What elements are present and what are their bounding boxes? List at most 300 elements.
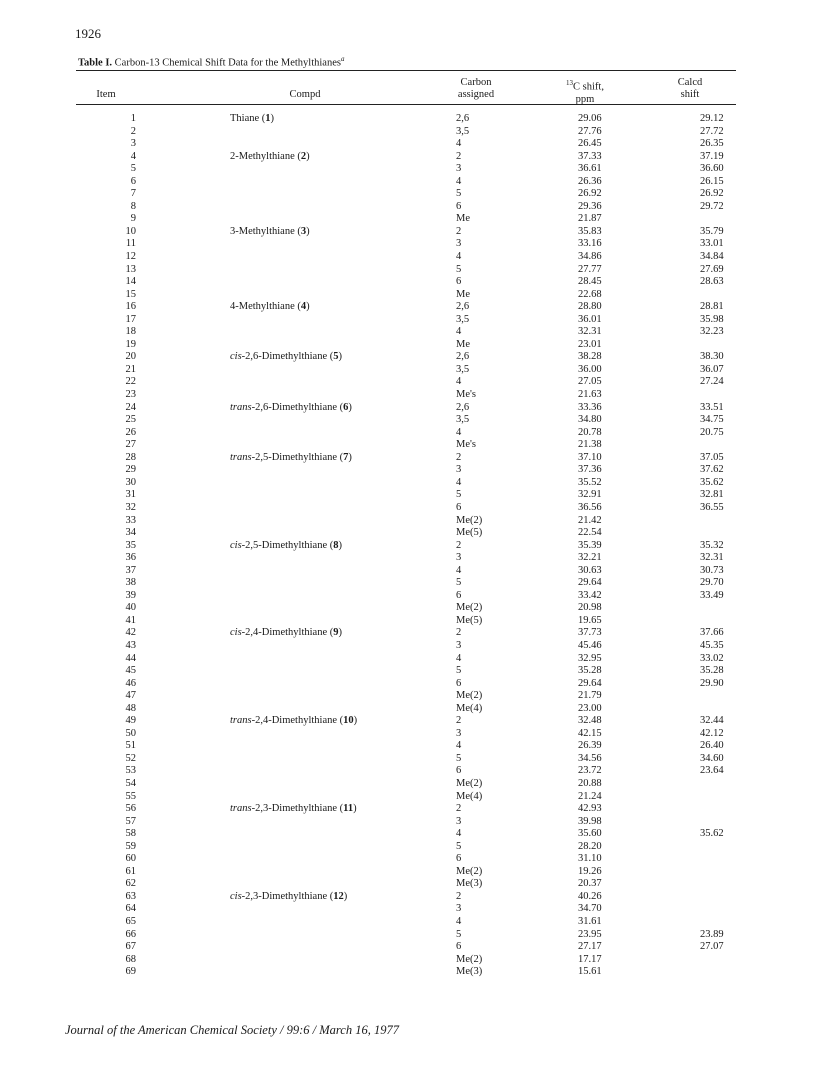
compound-close-paren: ) [306, 150, 310, 162]
spacer-cell [136, 515, 230, 528]
spacer-cell [136, 728, 230, 741]
calcd-shift-cell: 34.60 [700, 752, 724, 764]
calcd-shift-cell: 27.07 [700, 941, 724, 953]
table-row [76, 577, 736, 590]
spacer-cell [136, 389, 230, 402]
item-cell: 59 [125, 840, 136, 852]
compound-stereo-prefix: cis [230, 627, 242, 639]
c13-shift-cell: 32.95 [578, 652, 602, 664]
carbon-assigned-cell: 3,5 [456, 313, 470, 325]
spacer-cell [518, 753, 578, 766]
item-cell: 25 [125, 414, 136, 426]
compound-cell [230, 929, 456, 942]
item-cell: 6 [130, 175, 136, 187]
compound-number: 3 [300, 225, 307, 237]
carbon-assigned-cell: Me [456, 288, 470, 300]
compound-name: 2-Methylthiane [230, 150, 295, 162]
spacer-cell [518, 640, 578, 653]
c13-shift-cell: 32.31 [578, 326, 602, 338]
spacer-cell [638, 113, 700, 126]
calcd-shift-cell: 36.55 [700, 501, 724, 513]
compound-cell [230, 151, 456, 164]
table-row [76, 439, 736, 452]
spacer-cell [638, 452, 700, 465]
spacer-cell [518, 301, 578, 314]
item-cell: 49 [125, 715, 136, 727]
compound-cell [230, 765, 456, 778]
compound-number: 5 [333, 351, 339, 363]
table-row [76, 264, 736, 277]
item-cell: 2 [130, 125, 136, 137]
table-row [76, 176, 736, 189]
compound-close-paren: ) [306, 301, 310, 313]
table-row [76, 765, 736, 778]
spacer-cell [638, 653, 700, 666]
table-row [76, 226, 736, 239]
c13-shift-cell: 31.61 [578, 916, 602, 927]
spacer-cell [518, 477, 578, 490]
calcd-shift-cell: 37.66 [700, 627, 724, 639]
c13-shift-cell: 28.20 [578, 840, 602, 852]
carbon-assigned-cell: 4 [456, 652, 462, 664]
spacer-cell [518, 326, 578, 339]
compound-cell [230, 515, 456, 528]
page-number: 1926 [75, 26, 101, 41]
spacer-cell [638, 615, 700, 628]
calcd-shift-cell: 33.49 [700, 589, 724, 601]
compound-cell [230, 740, 456, 753]
spacer-cell [518, 715, 578, 728]
calcd-shift-cell: 28.63 [700, 276, 724, 288]
compound-number: 12 [333, 890, 344, 902]
calcd-shift-cell: 27.24 [700, 376, 724, 388]
shift-data-table [76, 113, 736, 979]
carbon-assigned-cell: 2 [456, 150, 462, 162]
carbon-assigned-cell: 4 [456, 740, 462, 752]
spacer-cell [638, 841, 700, 854]
spacer-cell [136, 326, 230, 339]
item-cell: 13 [125, 263, 136, 275]
c13-shift-cell: 32.21 [578, 552, 602, 564]
calcd-shift-cell: 26.35 [700, 138, 724, 150]
compound-name: -2,5-Dimethylthiane [241, 539, 328, 551]
item-cell: 4 [130, 150, 136, 162]
compound-number: 10 [343, 715, 354, 727]
spacer-cell [638, 728, 700, 741]
spacer-cell [136, 803, 230, 816]
spacer-cell [638, 502, 700, 515]
spacer-cell [136, 264, 230, 277]
spacer-cell [518, 665, 578, 678]
item-cell: 36 [125, 552, 136, 564]
spacer-cell [638, 289, 700, 302]
compound-name: 3-Methylthiane [230, 225, 295, 237]
spacer-cell [136, 213, 230, 226]
item-cell: 47 [125, 690, 136, 702]
spacer-cell [136, 163, 230, 176]
c13-shift-cell: 45.46 [578, 639, 602, 651]
spacer-cell [518, 464, 578, 477]
calcd-shift-cell: 32.81 [700, 489, 724, 501]
table-row [76, 565, 736, 578]
table-row [76, 389, 736, 402]
spacer-cell [136, 188, 230, 201]
calcd-shift-cell [700, 778, 736, 791]
table-row [76, 841, 736, 854]
spacer-cell [136, 364, 230, 377]
header-shift-isotope: 13 [566, 79, 574, 87]
spacer-cell [518, 188, 578, 201]
spacer-cell [136, 966, 230, 979]
compound-number: 1 [265, 113, 271, 124]
c13-shift-cell: 42.93 [578, 803, 602, 815]
table-row [76, 753, 736, 766]
calcd-shift-cell [700, 903, 736, 916]
compound-cell [230, 201, 456, 214]
spacer-cell [518, 376, 578, 389]
compound-cell [230, 615, 456, 628]
spacer-cell [638, 188, 700, 201]
calcd-shift-cell [700, 803, 736, 816]
spacer-cell [638, 954, 700, 967]
spacer-cell [638, 276, 700, 289]
compound-open-paren: ( [337, 715, 344, 727]
item-cell: 8 [130, 200, 136, 212]
spacer-cell [136, 126, 230, 139]
c13-shift-cell: 34.56 [578, 752, 602, 764]
calcd-shift-cell: 27.69 [700, 263, 724, 275]
carbon-assigned-cell: 3 [456, 163, 462, 175]
spacer-cell [638, 878, 700, 891]
compound-number: 8 [333, 539, 339, 551]
spacer-cell [638, 891, 700, 904]
spacer-cell [518, 126, 578, 139]
spacer-cell [136, 929, 230, 942]
compound-cell [230, 565, 456, 578]
c13-shift-cell: 35.52 [578, 476, 602, 488]
calcd-shift-cell: 26.15 [700, 175, 724, 187]
table-row [76, 615, 736, 628]
item-cell: 65 [125, 916, 136, 927]
spacer-cell [518, 954, 578, 967]
c13-shift-cell: 35.28 [578, 665, 602, 677]
compound-cell [230, 464, 456, 477]
spacer-cell [638, 251, 700, 264]
carbon-assigned-cell: Me(2) [456, 690, 483, 702]
c13-shift-cell: 21.42 [578, 514, 602, 526]
calcd-shift-cell [700, 966, 736, 979]
carbon-assigned-cell: 4 [456, 175, 462, 187]
carbon-assigned-cell: Me(2) [456, 865, 483, 877]
item-cell: 61 [125, 865, 136, 877]
calcd-shift-cell: 23.89 [700, 928, 724, 940]
spacer-cell [518, 264, 578, 277]
spacer-cell [136, 452, 230, 465]
calcd-shift-cell [700, 213, 736, 226]
c13-shift-cell: 21.87 [578, 213, 602, 225]
compound-name: -2,5-Dimethylthiane [251, 451, 338, 463]
spacer-cell [518, 891, 578, 904]
spacer-cell [136, 653, 230, 666]
item-cell: 35 [125, 539, 136, 551]
table-row [76, 351, 736, 364]
compound-cell [230, 213, 456, 226]
spacer-cell [638, 126, 700, 139]
compound-cell [230, 690, 456, 703]
table-row [76, 238, 736, 251]
compound-cell [230, 753, 456, 766]
spacer-cell [518, 653, 578, 666]
calcd-shift-cell [700, 515, 736, 528]
table-row [76, 339, 736, 352]
compound-cell [230, 138, 456, 151]
compound-close-paren: ) [306, 225, 310, 237]
footnote-mark: a [340, 55, 345, 63]
c13-shift-cell: 26.92 [578, 188, 602, 200]
spacer-cell [518, 289, 578, 302]
item-cell: 44 [125, 652, 136, 664]
spacer-cell [518, 728, 578, 741]
table-row [76, 853, 736, 866]
spacer-cell [518, 615, 578, 628]
calcd-shift-cell [700, 602, 736, 615]
spacer-cell [136, 590, 230, 603]
compound-cell [230, 126, 456, 139]
carbon-assigned-cell: 4 [456, 376, 462, 388]
c13-shift-cell: 20.37 [578, 878, 602, 890]
table-row [76, 803, 736, 816]
item-cell: 37 [125, 564, 136, 576]
spacer-cell [136, 602, 230, 615]
carbon-assigned-cell: 3 [456, 727, 462, 739]
spacer-cell [518, 251, 578, 264]
compound-name: -2,6-Dimethylthiane [241, 351, 328, 363]
spacer-cell [518, 778, 578, 791]
carbon-assigned-cell: 5 [456, 489, 462, 501]
spacer-cell [638, 238, 700, 251]
spacer-cell [638, 414, 700, 427]
spacer-cell [136, 238, 230, 251]
spacer-cell [638, 213, 700, 226]
c13-shift-cell: 38.28 [578, 351, 602, 363]
table-row [76, 728, 736, 741]
calcd-shift-cell: 35.62 [700, 828, 724, 840]
spacer-cell [136, 841, 230, 854]
c13-shift-cell: 32.91 [578, 489, 602, 501]
c13-shift-cell: 31.10 [578, 853, 602, 865]
carbon-assigned-cell: 2 [456, 539, 462, 551]
carbon-assigned-cell: 3 [456, 903, 462, 915]
compound-name: -2,4-Dimethylthiane [251, 715, 338, 727]
spacer-cell [518, 916, 578, 929]
spacer-cell [136, 816, 230, 829]
compound-stereo-prefix: trans [230, 401, 252, 413]
spacer-cell [136, 828, 230, 841]
carbon-assigned-cell: 5 [456, 577, 462, 589]
compound-cell [230, 439, 456, 452]
compound-cell [230, 590, 456, 603]
spacer-cell [136, 778, 230, 791]
c13-shift-cell: 26.39 [578, 740, 602, 752]
spacer-cell [136, 853, 230, 866]
calcd-shift-cell [700, 439, 736, 452]
table-row [76, 301, 736, 314]
c13-shift-cell: 26.36 [578, 175, 602, 187]
spacer-cell [638, 376, 700, 389]
c13-shift-cell: 34.80 [578, 414, 602, 426]
compound-cell [230, 627, 456, 640]
spacer-cell [638, 791, 700, 804]
c13-shift-cell: 27.77 [578, 263, 602, 275]
c13-shift-cell: 37.36 [578, 464, 602, 476]
item-cell: 57 [125, 815, 136, 827]
spacer-cell [136, 627, 230, 640]
table-row [76, 966, 736, 979]
c13-shift-cell: 21.38 [578, 439, 602, 451]
calcd-shift-cell: 29.90 [700, 677, 724, 689]
spacer-cell [638, 941, 700, 954]
item-cell: 29 [125, 464, 136, 476]
carbon-assigned-cell: 4 [456, 138, 462, 150]
c13-shift-cell: 37.10 [578, 451, 602, 463]
item-cell: 27 [125, 439, 136, 451]
carbon-assigned-cell: Me(4) [456, 702, 483, 714]
compound-number: 9 [333, 627, 339, 639]
table-body [76, 113, 736, 979]
spacer-cell [638, 828, 700, 841]
carbon-assigned-cell: Me(4) [456, 790, 483, 802]
compound-cell [230, 602, 456, 615]
spacer-cell [518, 502, 578, 515]
compound-open-paren: ( [337, 451, 344, 463]
spacer-cell [136, 690, 230, 703]
spacer-cell [638, 226, 700, 239]
carbon-assigned-cell: 2 [456, 890, 462, 902]
carbon-assigned-cell: 3,5 [456, 414, 470, 426]
compound-cell [230, 376, 456, 389]
compound-open-paren: ( [294, 301, 301, 313]
item-cell: 50 [125, 727, 136, 739]
compound-close-paren: ) [348, 401, 352, 413]
calcd-shift-cell [700, 615, 736, 628]
header-rule [76, 104, 736, 105]
compound-close-paren: ) [338, 627, 342, 639]
calcd-shift-cell [700, 389, 736, 402]
spacer-cell [136, 665, 230, 678]
spacer-cell [518, 678, 578, 691]
c13-shift-cell: 36.00 [578, 363, 602, 375]
spacer-cell [136, 314, 230, 327]
spacer-cell [136, 565, 230, 578]
compound-close-paren: ) [353, 803, 357, 815]
compound-cell [230, 326, 456, 339]
item-cell: 46 [125, 677, 136, 689]
spacer-cell [136, 866, 230, 879]
compound-cell [230, 540, 456, 553]
calcd-shift-cell: 27.72 [700, 125, 724, 137]
spacer-cell [638, 577, 700, 590]
c13-shift-cell: 23.01 [578, 338, 602, 350]
table-label: Table I. [78, 57, 113, 69]
c13-shift-cell: 23.00 [578, 702, 602, 714]
spacer-cell [136, 414, 230, 427]
spacer-cell [518, 339, 578, 352]
table-row [76, 740, 736, 753]
table-row [76, 828, 736, 841]
spacer-cell [518, 151, 578, 164]
spacer-cell [638, 264, 700, 277]
spacer-cell [136, 477, 230, 490]
carbon-assigned-cell: Me [456, 213, 470, 225]
spacer-cell [518, 841, 578, 854]
spacer-cell [518, 389, 578, 402]
compound-number: 11 [343, 803, 354, 815]
spacer-cell [518, 966, 578, 979]
spacer-cell [638, 678, 700, 691]
carbon-assigned-cell: 6 [456, 677, 462, 689]
spacer-cell [638, 201, 700, 214]
compound-cell [230, 803, 456, 816]
header-calcd-shift [660, 77, 720, 101]
table-row [76, 602, 736, 615]
item-cell: 34 [125, 527, 136, 539]
item-cell: 53 [125, 765, 136, 777]
table-row [76, 903, 736, 916]
calcd-shift-cell: 35.79 [700, 225, 724, 237]
c13-shift-cell: 15.61 [578, 966, 602, 978]
item-cell: 39 [125, 589, 136, 601]
carbon-assigned-cell: 2 [456, 225, 462, 237]
compound-cell [230, 653, 456, 666]
calcd-shift-cell: 32.31 [700, 552, 724, 564]
calcd-shift-cell: 32.23 [700, 326, 724, 338]
table-row [76, 590, 736, 603]
calcd-shift-cell: 33.51 [700, 401, 724, 413]
compound-cell [230, 238, 456, 251]
header-shift-line1 [545, 77, 625, 94]
c13-shift-cell: 27.76 [578, 125, 602, 137]
spacer-cell [638, 427, 700, 440]
spacer-cell [136, 891, 230, 904]
compound-cell [230, 966, 456, 979]
header-shift-line2: ppm [575, 93, 595, 105]
spacer-cell [136, 439, 230, 452]
spacer-cell [518, 941, 578, 954]
carbon-assigned-cell: Me(5) [456, 614, 483, 626]
carbon-assigned-cell: 6 [456, 765, 462, 777]
item-cell: 11 [125, 238, 136, 250]
c13-shift-cell: 37.73 [578, 627, 602, 639]
c13-shift-cell: 36.56 [578, 501, 602, 513]
c13-shift-cell: 36.61 [578, 163, 602, 175]
spacer-cell [638, 778, 700, 791]
c13-shift-cell: 21.63 [578, 389, 602, 401]
table-row [76, 276, 736, 289]
item-cell: 63 [125, 890, 136, 902]
compound-cell [230, 828, 456, 841]
spacer-cell [638, 740, 700, 753]
compound-name: -2,3-Dimethylthiane [241, 890, 328, 902]
calcd-shift-cell: 26.40 [700, 740, 724, 752]
calcd-shift-cell [700, 853, 736, 866]
calcd-shift-cell: 36.07 [700, 363, 724, 375]
spacer-cell [136, 151, 230, 164]
compound-cell [230, 301, 456, 314]
table-row [76, 138, 736, 151]
spacer-cell [518, 351, 578, 364]
calcd-shift-cell: 34.84 [700, 251, 724, 263]
carbon-assigned-cell: 2,6 [456, 301, 470, 313]
